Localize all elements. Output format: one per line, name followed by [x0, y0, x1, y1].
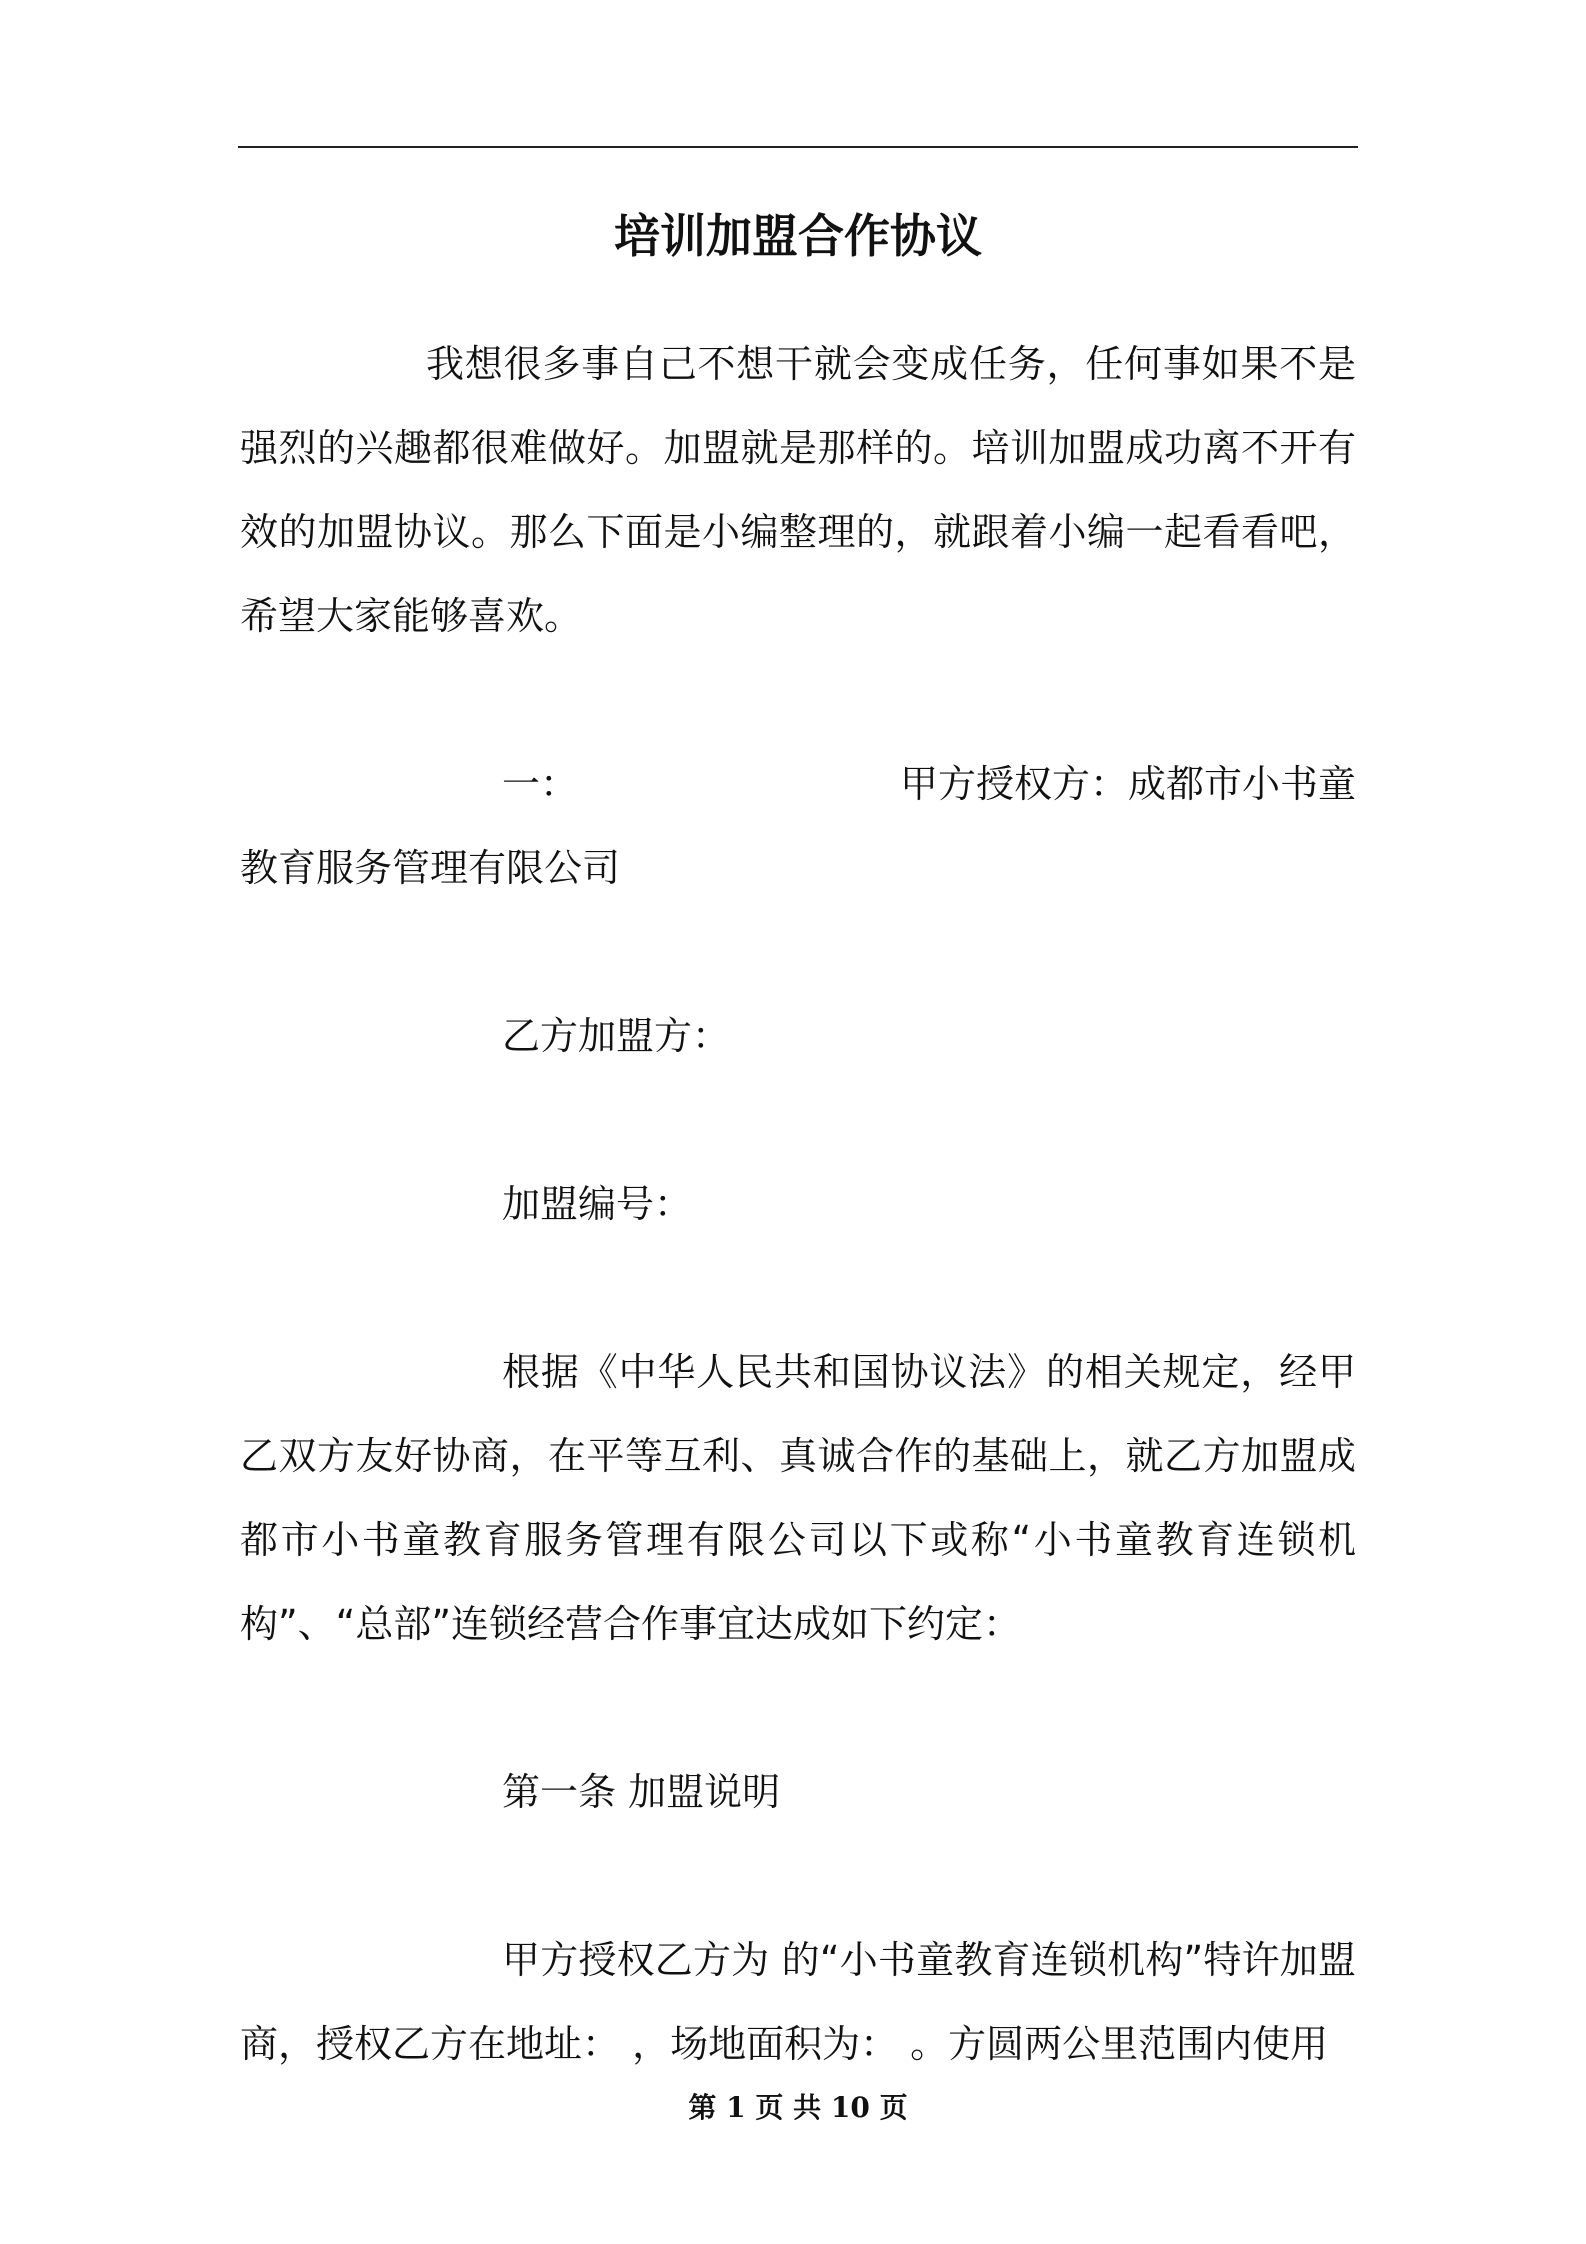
intro-paragraph: 我想很多事自己不想干就会变成任务，任何事如果不是强烈的兴趣都很难做好。加盟就是那样的。培训加盟成功离不开有效的加盟协议。那么下面是小编整理的，就跟着小编一起看看吧，希望大家能够喜欢。	[240, 342, 1356, 638]
party-b-label: 乙方加盟方：	[502, 1014, 731, 1058]
party-a-label: 甲方授权方：成都市小书童	[899, 762, 1356, 806]
franchise-number-label: 加盟编号：	[502, 1182, 693, 1226]
party-a-continuation: 教育服务管理有限公司	[240, 846, 621, 890]
header-rule	[238, 146, 1358, 148]
spacer	[240, 1246, 1356, 1330]
document-body	[240, 322, 1356, 2086]
spacer	[240, 1834, 1356, 1918]
article-1-heading: 第一条 加盟说明	[502, 1770, 781, 1814]
party-a-line	[240, 742, 1356, 826]
party-a-number: 一：	[502, 762, 579, 806]
spacer	[240, 910, 1356, 994]
spacer	[240, 658, 1356, 742]
preamble-paragraph: 根据《中华人民共和国协议法》的相关规定，经甲乙双方友好协商，在平等互利、真诚合作的基础上，就乙方加盟成都市小书童教育服务管理有限公司以下或称“小书童教育连锁机构”、“总部”连锁经营合作事宜达成如下约定：	[240, 1350, 1356, 1646]
spacer	[240, 1078, 1356, 1162]
page-number-footer: 第 1 页 共 10 页	[688, 2091, 908, 2124]
article-1-paragraph: 甲方授权乙方为 的“小书童教育连锁机构”特许加盟商，授权乙方在地址： ，场地面积为： 。方圆两公里范围内使用	[240, 1938, 1356, 2066]
spacer	[240, 1666, 1356, 1750]
document-title: 培训加盟合作协议	[614, 209, 982, 263]
